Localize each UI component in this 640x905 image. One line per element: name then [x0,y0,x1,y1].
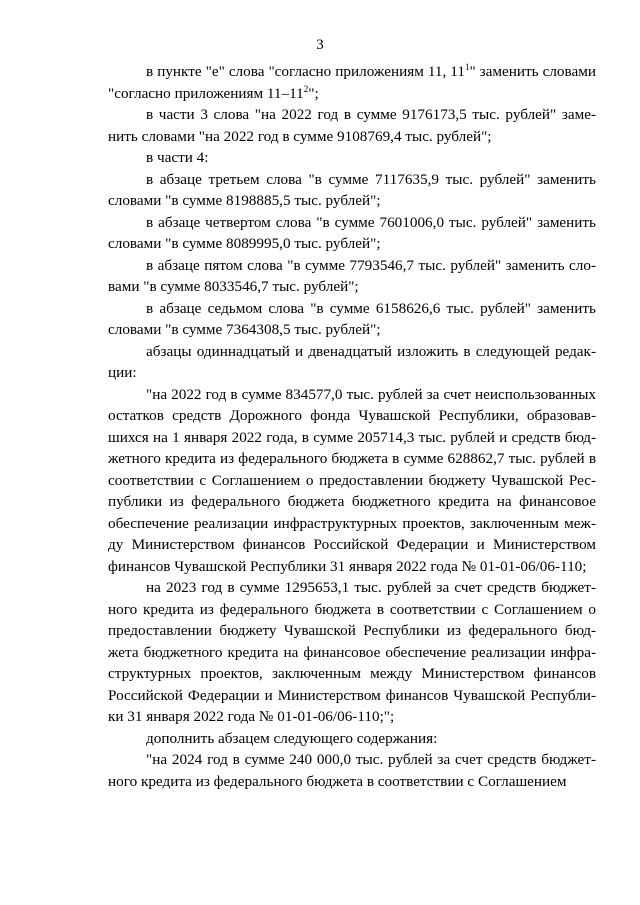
text-run: "; [308,84,319,102]
text-run: в абзаце седьмом слова "в сумме 6158626,6 тыс. рублей" заменить словами "в сумме 7364308,5 тыс. рублей"; [108,299,596,338]
text-run: дополнить абзацем следующего содержания: [146,729,438,747]
text-run: абзацы одиннадцатый и двенадцатый изложить в следующей редакции: [108,342,596,381]
text-run: в части 4: [146,149,209,166]
text-run: в абзаце пятом слова "в сумме 7793546,7 тыс. рублей" заменить словами "в сумме 8033546,7 тыс. рублей"; [108,256,596,295]
text-run: "на 2022 год в сумме 834577,0 тыс. рублей за счет неиспользованных остатков средств Дорожного фонда Чувашской Республики, образовавшихся на 1 января 2022 года, в сумме 205714,3 тыс. рублей и средств бюджетного кредита из федерального бюджета в сумме 628862,7 тыс. рублей в соответствии с Соглашением о предоставлении бюджету Чувашской Республики из федерального бюджета бюджетного кредита на финансовое обеспечение реализации инфраструктурных проектов, заключенным между Министерством финансов Российской Федерации и Министерством финансов Чувашской Республики 31 января 2022 года № 01-01-06/06-110; [108,385,596,575]
text-run: "на 2024 год в сумме 240 000,0 тыс. рублей за счет средств бюджетного кредита из федерального бюджета в соответствии с Соглашением [108,751,596,790]
paragraph [108,212,596,255]
text-run: в пункте "е" слова "согласно приложениям 11, 11 [146,63,465,80]
paragraph [108,341,596,384]
paragraph [108,298,596,341]
page-number: 3 [316,37,324,53]
text-run: в абзаце четвертом слова "в сумме 7601006,0 тыс. рублей" заменить словами "в сумме 8089995,0 тыс. рублей"; [108,213,596,252]
paragraph [108,61,596,104]
text-run: " заменить словами "согласно приложениям 11–11 [108,63,596,102]
paragraph [108,728,596,750]
text-run: в абзаце третьем слова "в сумме 7117635,9 тыс. рублей" заменить словами "в сумме 8198885,5 тыс. рублей"; [108,170,596,209]
paragraph [108,104,596,147]
superscript: 1 [464,62,470,72]
document-body [108,61,596,792]
paragraph [108,577,596,728]
text-run: на 2023 год в сумме 1295653,1 тыс. рублей за счет средств бюджетного кредита из федерального бюджета в соответствии с Соглашением о предоставлении бюджету Чувашской Республики из федерального бюджета бюджетного кредита на финансовое обеспечение реализации инфраструктурных проектов, заключенным между Министерством финансов Российской Федерации и Министерством финансов Чувашской Республики 31 января 2022 года № 01-01-06/06-110;"; [108,579,596,725]
paragraph [108,749,596,792]
paragraph [108,255,596,298]
paragraph [108,384,596,578]
superscript: 2 [303,83,309,94]
paragraph [108,169,596,212]
text-run: в части 3 слова "на 2022 год в сумме 9176173,5 тыс. рублей" заменить словами "на 2022 год в сумме 9108769,4 тыс. рублей"; [108,106,596,145]
paragraph [108,147,596,169]
